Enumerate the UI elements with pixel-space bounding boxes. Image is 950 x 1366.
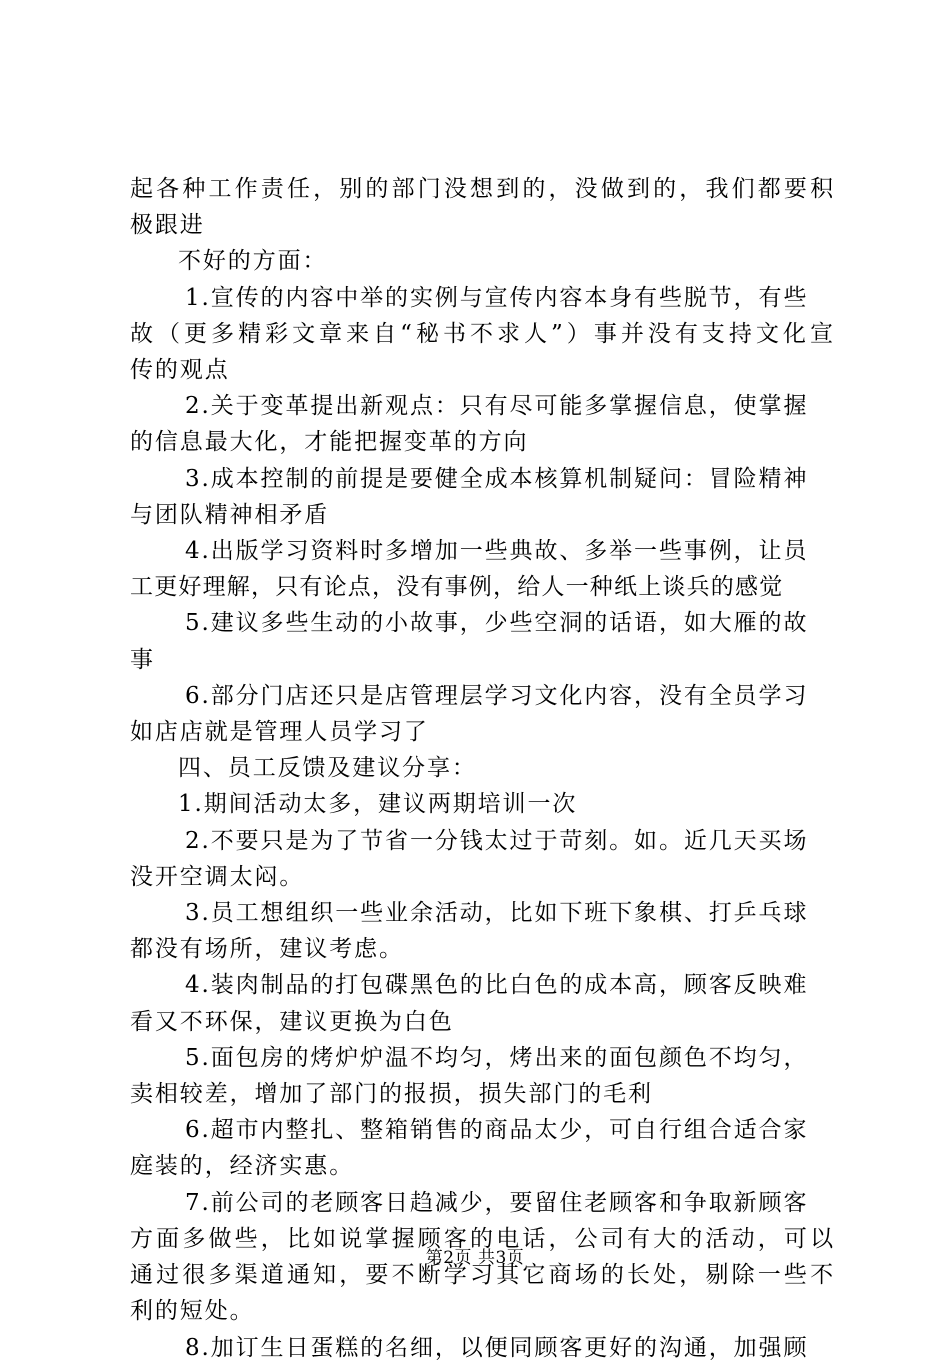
list-item: 3.员工想组织一些业余活动，比如下班下象棋、打乒乓球 (185, 900, 809, 927)
text-line: 极跟进 (130, 212, 205, 239)
text-line: 方 面 多 做 些 ， 比 如 说 掌 握 顾 客 的 电 话 ， 公 司 有 大 的 活 动 ， 可 以 (130, 1225, 835, 1252)
list-item: 1.期间活动太多，建议两期培训一次 (178, 791, 578, 818)
text-line: 故 （ 更 多 精 彩 文 章 来 自 “ 秘 书 不 求 人 ” ） 事 并 没 有 支 持 文 化 宣 (130, 320, 835, 347)
list-item: 5.面包房的烤炉炉温不均匀，烤出来的面包颜色不均匀， (185, 1044, 809, 1071)
list-item: 2.不要只是为了节省一分钱太过于苛刻。如。近几天买场 (185, 827, 809, 854)
text-line: 事 (130, 646, 155, 673)
text-line: 起 各 种 工 作 责 任 ， 别 的 部 门 没 想 到 的 ， 没 做 到 的 ， 我 们 都 要 积 (130, 176, 835, 202)
list-item: 1.宣传的内容中举的实例与宣传内容本身有些脱节，有些 (185, 284, 809, 311)
section-heading: 不好的方面： (178, 248, 328, 275)
section-heading: 四、员工反馈及建议分享： (178, 755, 477, 782)
text-line: 与团队精神相矛盾 (130, 501, 330, 528)
text-line: 传的观点 (130, 357, 230, 384)
text-line: 卖相较差，增加了部门的报损，损失部门的毛利 (130, 1081, 653, 1108)
text-line: 没开空调太闷。 (130, 863, 305, 890)
list-item: 4.装肉制品的打包碟黑色的比白色的成本高，顾客反映难 (185, 972, 809, 999)
list-item: 7.前公司的老顾客日趋减少，要留住老顾客和争取新顾客 (185, 1189, 809, 1216)
text-line: 的信息最大化，才能把握变革的方向 (130, 429, 529, 456)
list-item: 8.加订生日蛋糕的名细，以便同顾客更好的沟通，加强顾 (185, 1334, 809, 1361)
list-item: 6.部分门店还只是店管理层学习文化内容，没有全员学习 (185, 682, 809, 709)
text-line: 利的短处。 (130, 1298, 255, 1325)
text-line: 庭装的，经济实惠。 (130, 1153, 355, 1180)
text-line: 看又不环保，建议更换为白色 (130, 1008, 454, 1035)
list-item: 3.成本控制的前提是要健全成本核算机制疑问：冒险精神 (185, 465, 809, 492)
list-item: 2.关于变革提出新观点：只有尽可能多掌握信息，使掌握 (185, 393, 809, 420)
list-item: 5.建议多些生动的小故事，少些空洞的话语，如大雁的故 (185, 610, 809, 637)
text-line: 工更好理解，只有论点，没有事例，给人一种纸上谈兵的感觉 (130, 574, 784, 601)
list-item: 4.出版学习资料时多增加一些典故、多举一些事例，让员 (185, 538, 809, 565)
page-footer: 第2页 共3页 (425, 1248, 525, 1268)
document-body (130, 171, 835, 1366)
list-item: 6.超市内整扎、整箱销售的商品太少，可自行组合适合家 (185, 1117, 809, 1144)
text-line: 如店店就是管理人员学习了 (130, 719, 429, 746)
text-line: 都没有场所，建议考虑。 (130, 936, 404, 963)
text-line: 通 过 很 多 渠 道 通 知 ， 要 不 断 学 习 其 它 商 场 的 长 处 ， 剔 除 一 些 不 (130, 1262, 835, 1289)
